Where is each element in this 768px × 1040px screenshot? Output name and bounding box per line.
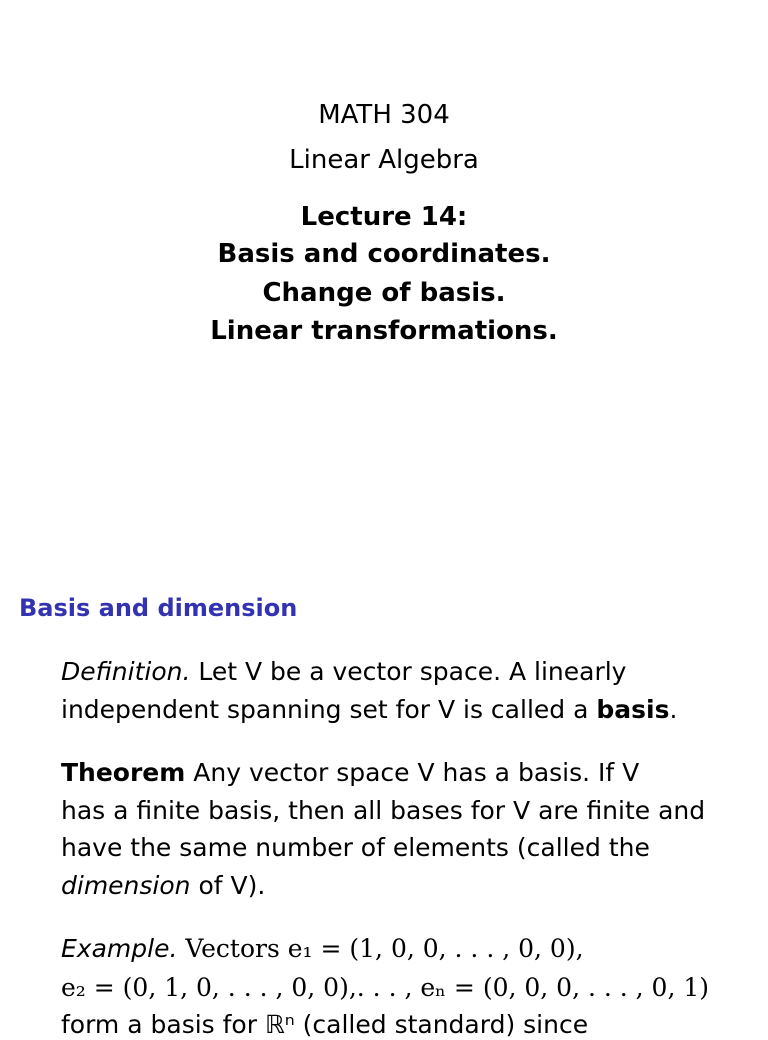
example-text-1: Vectors e₁ = (1, 0, 0, . . . , 0, 0), (177, 934, 584, 963)
lecture-number: Lecture 14: (300, 202, 468, 232)
dimension-term: dimension (61, 871, 191, 900)
basis-term: basis (596, 695, 670, 724)
theorem-line-1 (61, 758, 639, 788)
frame-title: Basis and dimension (19, 594, 298, 622)
definition-line-2 (61, 695, 677, 725)
example-line-3: form a basis for ℝⁿ (called standard) since (61, 1010, 589, 1039)
example-line-2: e₂ = (0, 1, 0, . . . , 0, 0),. . . , eₙ = (0, 0, 0, . . . , 0, 1) (61, 973, 709, 1002)
lecture-topic-2: Change of basis. (262, 278, 506, 308)
content-slide (0, 560, 768, 1039)
theorem-text-4: of V). (190, 871, 266, 900)
example-label: Example. (61, 934, 178, 963)
definition-period: . (669, 695, 678, 724)
course-code: MATH 304 (318, 100, 450, 130)
course-subject: Linear Algebra (289, 145, 479, 175)
theorem-text-1: Any vector space V has a basis. If V (185, 758, 640, 787)
definition-line-1 (61, 657, 626, 687)
theorem-line-4 (61, 871, 265, 901)
definition-label: Definition. (61, 657, 191, 686)
definition-text-2: independent spanning set for V is called a (61, 695, 597, 724)
lecture-topic-3: Linear transformations. (210, 316, 558, 346)
theorem-line-3: have the same number of elements (called the (61, 833, 650, 862)
theorem-line-2: has a finite basis, then all bases for V are finite and (61, 796, 706, 825)
theorem-label: Theorem (61, 758, 186, 787)
example-line-1 (61, 934, 584, 964)
definition-text-1: Let V be a vector space. A linearly (190, 657, 627, 686)
lecture-topic-1: Basis and coordinates. (217, 239, 551, 269)
